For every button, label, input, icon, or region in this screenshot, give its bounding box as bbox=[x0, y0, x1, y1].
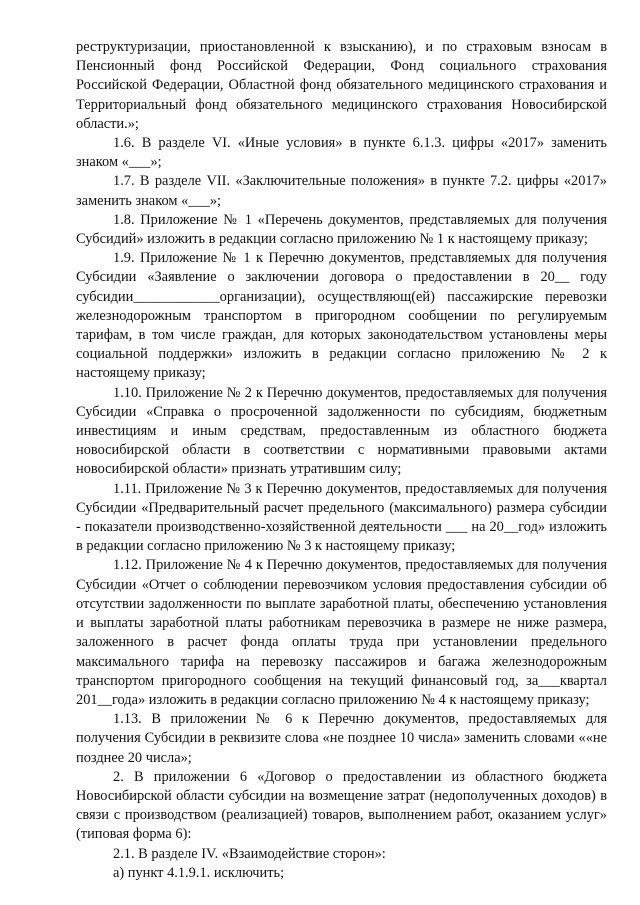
paragraph-1-11: 1.11. Приложение № 3 к Перечню документов, предоставляемых для получения Субсидии «Предварительный расчет предельного (максимального) размера субсидии - показатели производственно-хозяйственной деятельности ___ на 20__год» изложить в редакции согласно приложению № 3 к настоящему приказу; bbox=[76, 480, 607, 555]
paragraph-2: 2. В приложении 6 «Договор о предоставлении из областного бюджета Новосибирской области субсидии на возмещение затрат (недополученных доходов) в связи с производством (реализацией) товаров, выполнением работ, оказанием услуг» (типовая форма 6): bbox=[76, 768, 607, 843]
paragraph-1-7: 1.7. В разделе VII. «Заключительные положения» в пункте 7.2. цифры «2017» заменить знаком «___»; bbox=[76, 173, 607, 209]
paragraph-1-12: 1.12. Приложение № 4 к Перечню документов, предоставляемых для получения Субсидии «Отчет о соблюдении перевозчиком условия предоставления субсидии об отсутствии задолженности по выплате заработной платы, обеспечению установления и выплаты заработной платы работникам перевозчика в размере не ниже размера, заложенного в расчет фонда оплаты труда при установлении предельного максимального тарифа на перевозку пассажиров и багажа железнодорожным транспортом пригородного сообщения на текущий финансовый год, за___квартал 201__года» изложить в редакции согласно приложению № 4 к настоящему приказу; bbox=[76, 557, 607, 708]
paragraph-continuation: реструктуризации, приостановленной к взысканию), и по страховым взносам в Пенсионный фонд Российской Федерации, Фонд социального страхования Российской Федерации, Областной фонд обязательного медицинского страхования и Территориальный фонд обязательного медицинского страхования Новосибирской области.»; bbox=[76, 39, 607, 132]
paragraph-2-1: 2.1. В разделе IV. «Взаимодействие сторон»: bbox=[113, 845, 386, 862]
paragraph-a: а) пункт 4.1.9.1. исключить; bbox=[113, 864, 285, 881]
paragraph-1-8: 1.8. Приложение № 1 «Перечень документов, представляемых для получения Субсидий» изложить в редакции согласно приложению № 1 к настоящему приказу; bbox=[76, 211, 607, 248]
paragraph-1-13: 1.13. В приложении № 6 к Перечню документов, предоставляемых для получения Субсидии в реквизите слова «не позднее 10 числа» заменить словами ««не позднее 20 числа»; bbox=[76, 711, 607, 766]
paragraph-1-9: 1.9. Приложение № 1 к Перечню документов, представляемых для получения Субсидии «Заявление о заключении договора о предоставлении в 20__ году субсидии____________организации), осуществляющ(ей) пассажирские перевозки железнодорожным транспортом в пригородном сообщении по регулируемым тарифам, в том числе граждан, для которых законодательством установлены меры социальной поддержки» изложить в редакции согласно приложению № 2 к настоящему приказу; bbox=[76, 250, 607, 382]
paragraph-1-10: 1.10. Приложение № 2 к Перечню документов, предоставляемых для получения Субсидии «Справка о просроченной задолженности по субсидиям, бюджетным инвестициям и иным средствам, предоставленным из областного бюджета новосибирской области в соответствии с нормативными правовыми актами новосибирской области» признать утратившим силу; bbox=[76, 384, 607, 478]
paragraph-1-6: 1.6. В разделе VI. «Иные условия» в пункте 6.1.3. цифры «2017» заменить знаком «___»; bbox=[76, 135, 607, 171]
